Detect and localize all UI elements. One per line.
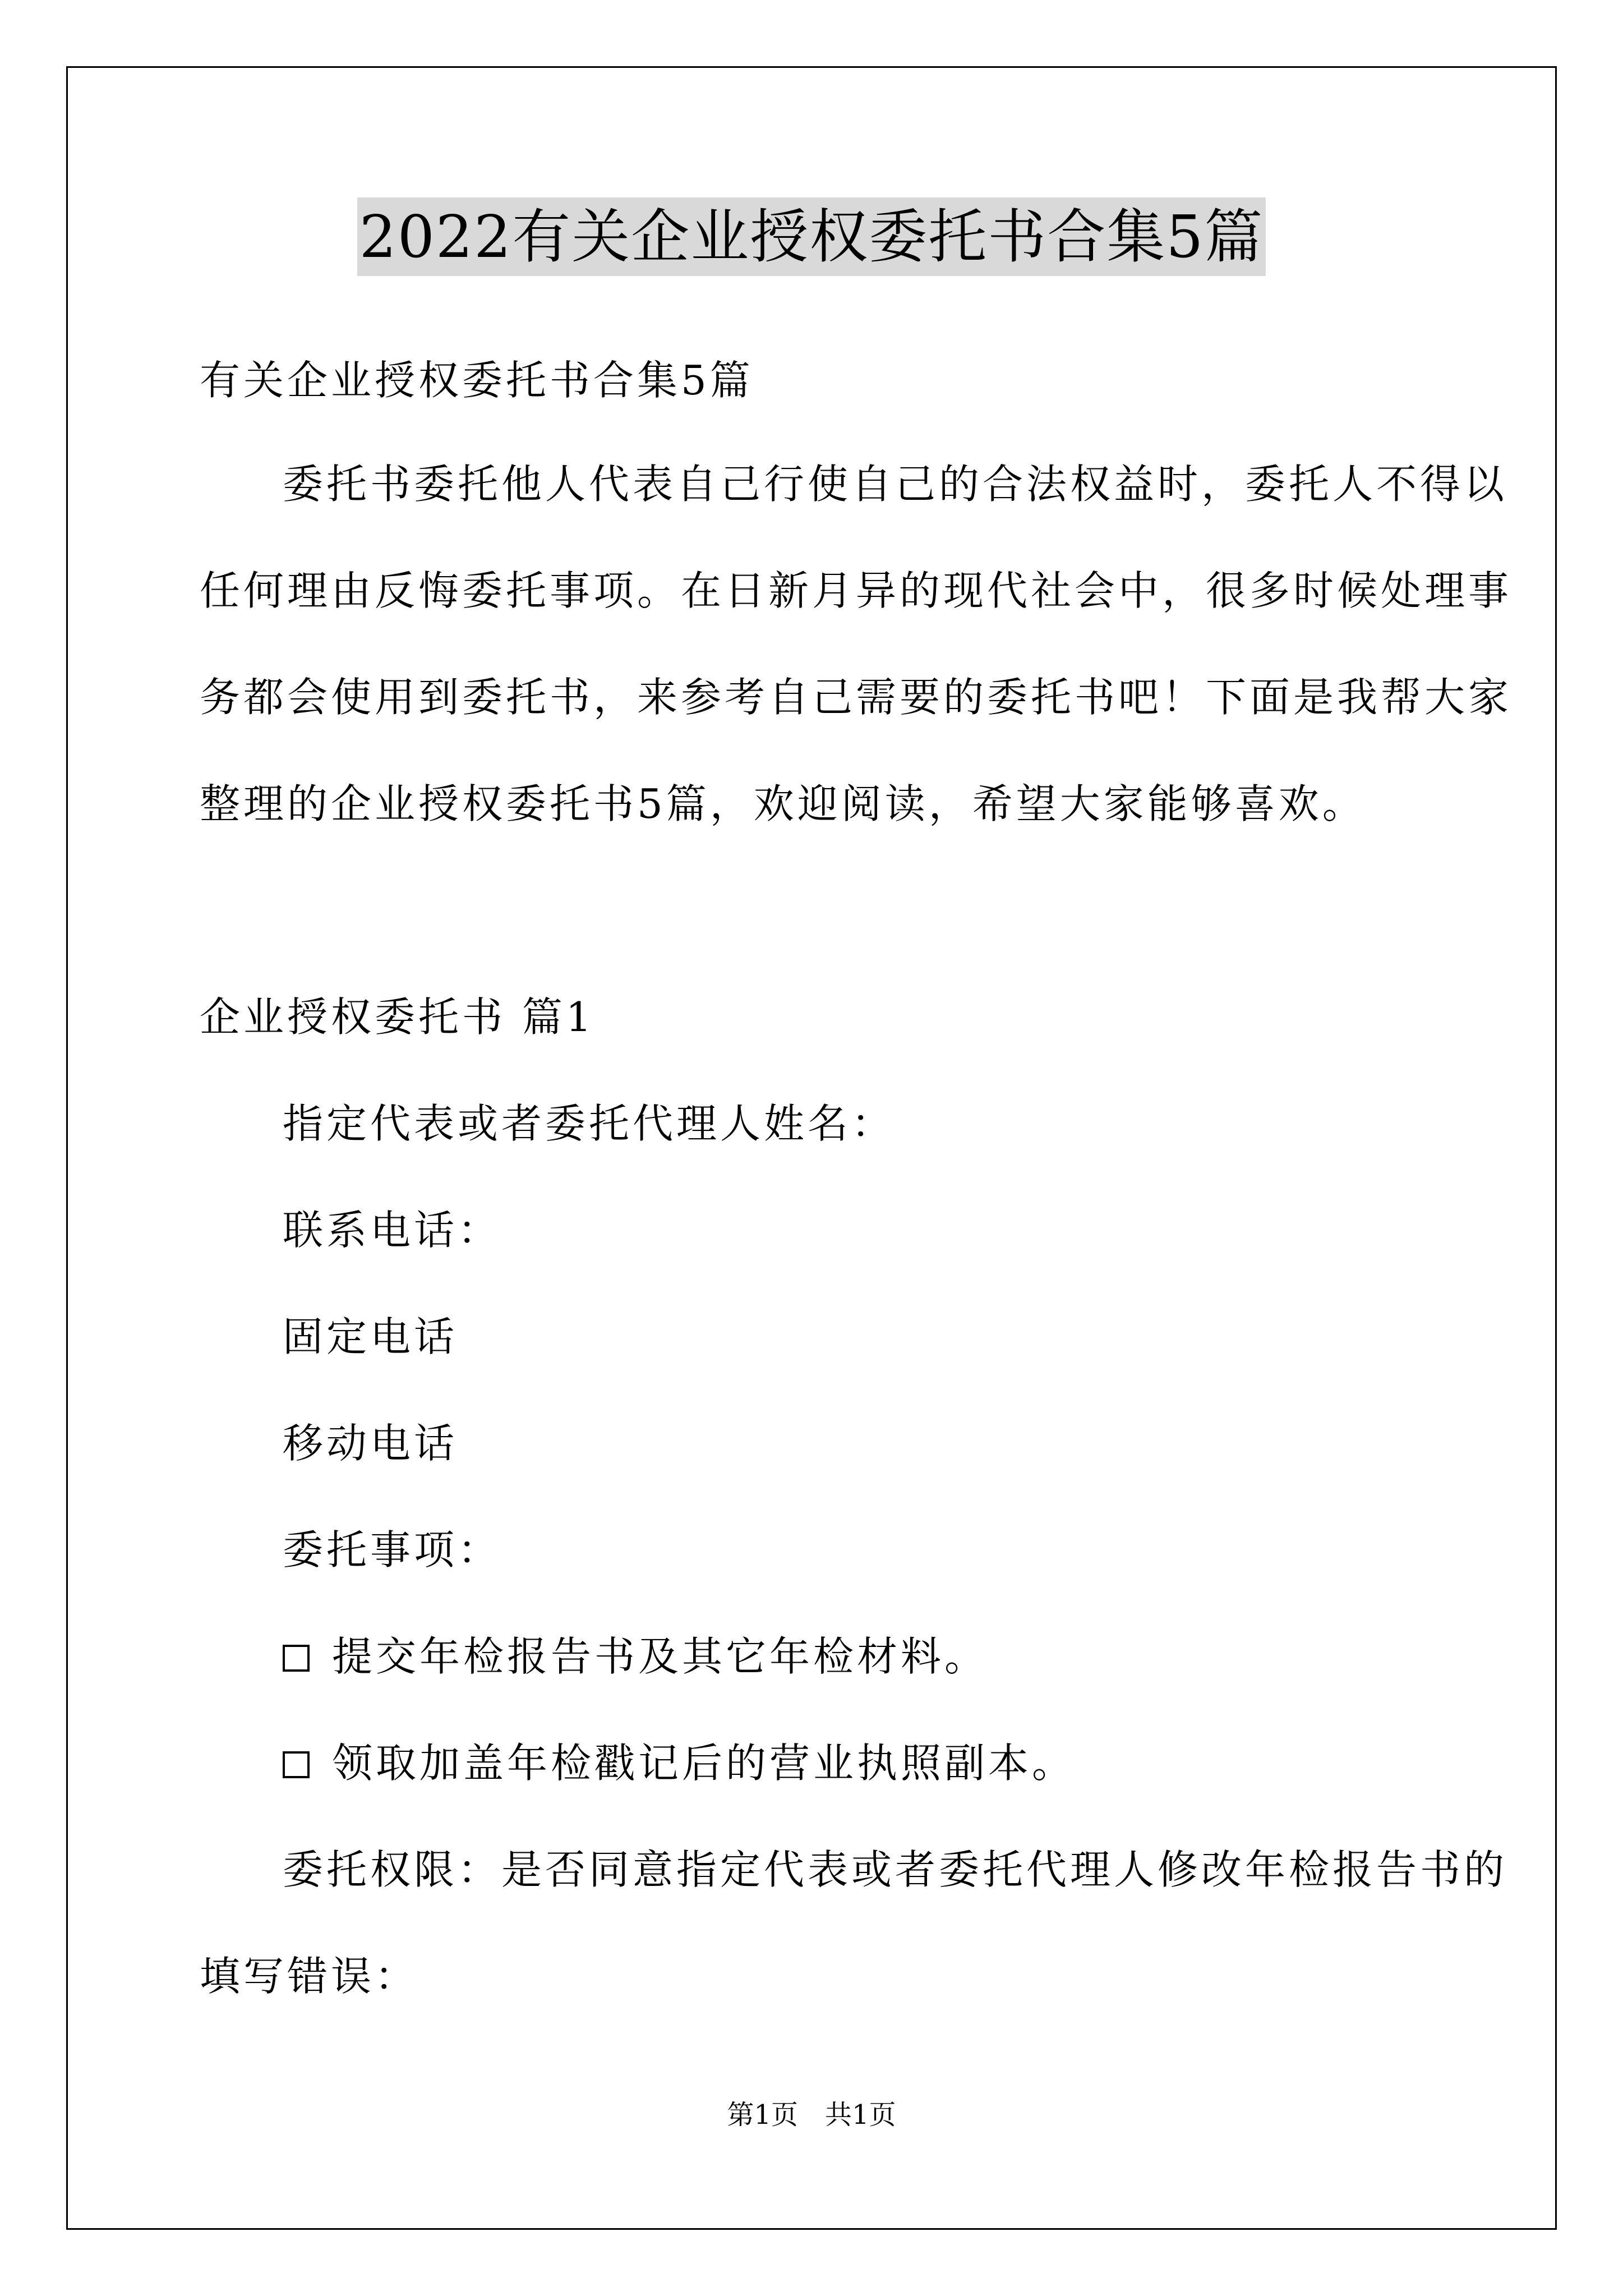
intro-line-3: 务都会使用到委托书，来参考自己需要的委托书吧！下面是我帮大家 bbox=[200, 674, 1513, 721]
checkbox-item-label: 领取加盖年检戳记后的营业执照副本。 bbox=[332, 1740, 1076, 1787]
page-footer: 第1页 共1页 bbox=[727, 2099, 896, 2131]
section-heading: 企业授权委托书 篇1 bbox=[200, 993, 595, 1041]
intro-line-2: 任何理由反悔委托事项。在日新月异的现代社会中，很多时候处理事 bbox=[200, 567, 1513, 614]
authority-line-2: 填写错误： bbox=[200, 1953, 419, 2000]
checkbox-item-2 bbox=[283, 1738, 1076, 1788]
authority-line-1: 委托权限：是否同意指定代表或者委托代理人修改年检报告书的 bbox=[283, 1846, 1508, 1893]
field-mobile-phone: 移动电话 bbox=[283, 1420, 458, 1467]
document-subtitle: 有关企业授权委托书合集5篇 bbox=[200, 357, 754, 404]
field-contact-phone: 联系电话： bbox=[283, 1207, 502, 1254]
intro-line-1: 委托书委托他人代表自己行使自己的合法权益时，委托人不得以 bbox=[283, 461, 1508, 508]
checkbox-icon bbox=[283, 1645, 310, 1672]
intro-line-4: 整理的企业授权委托书5篇，欢迎阅读，希望大家能够喜欢。 bbox=[200, 780, 1366, 827]
document-title: 2022有关企业授权委托书合集5篇 bbox=[357, 197, 1266, 276]
field-matters: 委托事项： bbox=[283, 1526, 502, 1573]
checkbox-item-label: 提交年检报告书及其它年检材料。 bbox=[332, 1633, 989, 1680]
checkbox-item-1 bbox=[283, 1631, 988, 1682]
checkbox-icon bbox=[283, 1751, 310, 1778]
title-container bbox=[0, 197, 1623, 276]
field-agent-name: 指定代表或者委托代理人姓名： bbox=[283, 1100, 896, 1147]
field-fixed-phone: 固定电话 bbox=[283, 1313, 458, 1360]
